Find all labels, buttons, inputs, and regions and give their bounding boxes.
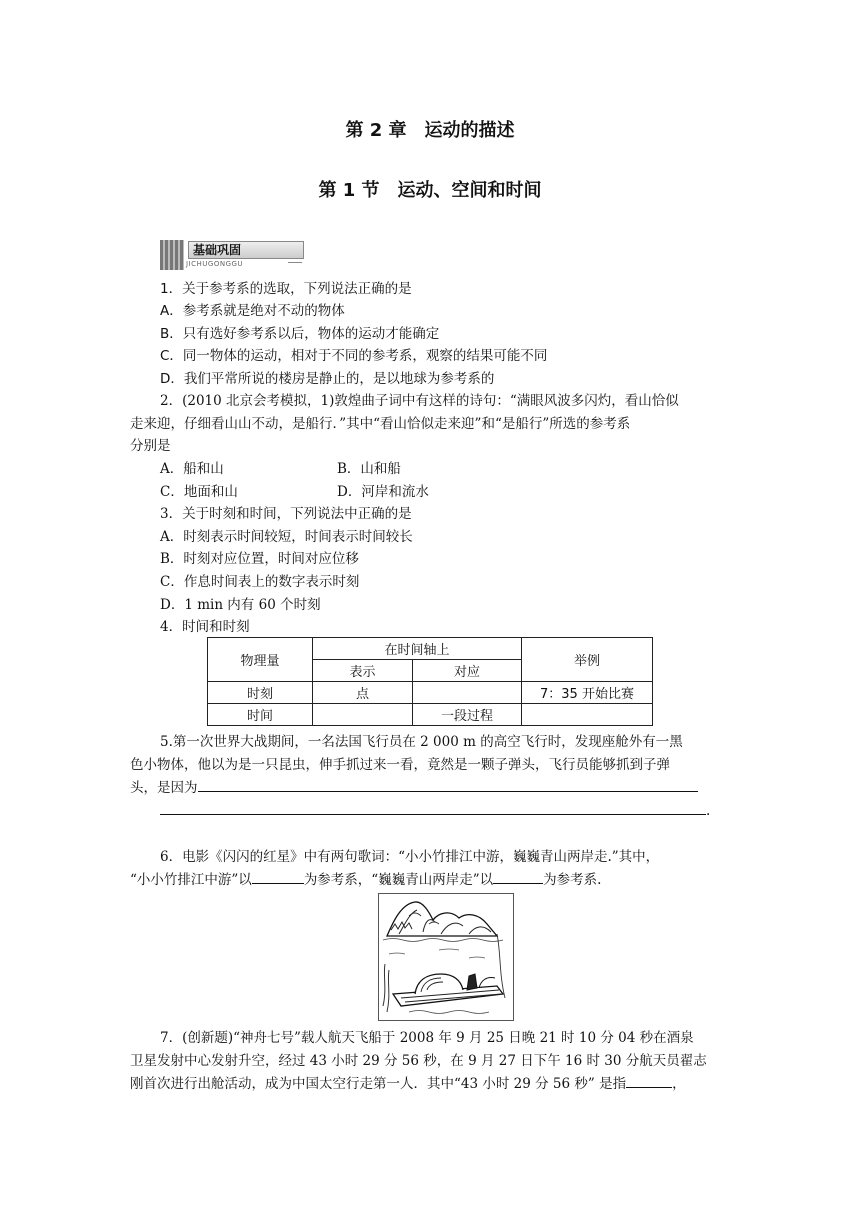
- section-badge: [160, 240, 304, 270]
- q2-option: D．河岸和流水: [337, 484, 429, 500]
- q2-line: 2．(2010 北京会考模拟，1)敦煌曲子词中有这样的诗句：“满眼风波多闪灼，看山恰似: [160, 393, 679, 409]
- q5-end: .: [706, 803, 711, 819]
- q7-line: 卫星发射中心发射升空，经过 43 小时 29 分 56 秒，在 9 月 27 日下午 16 时 30 分航天员翟志: [130, 1053, 707, 1069]
- q5-line: [160, 800, 710, 823]
- q3-option: B．时刻对应位置，时间对应位移: [160, 551, 359, 567]
- q2-option: A．船和山: [160, 461, 224, 477]
- table-cell: [522, 704, 653, 726]
- q7-text: 刚首次进行出舱活动，成为中国太空行走第一人．其中“43 小时 29 分 56 秒” 是指: [130, 1076, 627, 1092]
- table-header: 对应: [413, 660, 522, 682]
- table-header: 在时间轴上: [313, 638, 522, 660]
- answer-blank[interactable]: [160, 800, 706, 815]
- table-cell: [313, 704, 413, 726]
- q3-stem: 3．关于时刻和时间，下列说法中正确的是: [160, 506, 412, 522]
- answer-blank[interactable]: [198, 777, 698, 792]
- q1-option: C．同一物体的运动，相对于不同的参考系，观察的结果可能不同: [160, 348, 548, 364]
- table-header: 举例: [522, 638, 653, 682]
- q2-line: 走来迎，仔细看山山不动，是船行．”其中“看山恰似走来迎”和“是船行”所选的参考系: [130, 416, 631, 432]
- arrow-icon: [288, 262, 302, 263]
- table-cell: 时间: [208, 704, 313, 726]
- badge-bars-icon: [160, 240, 184, 270]
- section-title: 第 1 节 运动、空间和时间: [318, 180, 542, 201]
- q6-line: [130, 869, 601, 892]
- q1-option: B．只有选好参考系以后，物体的运动才能确定: [160, 326, 440, 342]
- q5-line: [130, 777, 698, 800]
- badge-label: 基础巩固: [188, 241, 304, 259]
- q3-option: A．时刻表示时间较短，时间表示时间较长: [160, 529, 413, 545]
- badge-sub: JICHUGONGGU: [186, 260, 244, 268]
- q3-option: C．作息时间表上的数字表示时刻: [160, 574, 360, 590]
- table-cell: 时刻: [208, 682, 313, 704]
- answer-blank[interactable]: [493, 869, 543, 884]
- q5-line3-text: 头，是因为: [130, 780, 198, 796]
- q7-text: ，: [672, 1076, 686, 1092]
- q2-option: B．山和船: [337, 461, 401, 477]
- q1-stem: 1．关于参考系的选取，下列说法正确的是: [160, 281, 412, 297]
- q5-line: 5.第一次世界大战期间，一名法国飞行员在 2 000 m 的高空飞行时，发现座舱外有一黑: [160, 734, 683, 750]
- answer-blank[interactable]: [252, 869, 304, 884]
- q3-option: D．1 min 内有 60 个时刻: [160, 597, 321, 613]
- q2-line: 分别是: [130, 438, 171, 454]
- table-cell: 7：35 开始比赛: [522, 682, 653, 704]
- q2-option: C．地面和山: [160, 484, 238, 500]
- q7-line: [130, 1073, 686, 1096]
- q6-line: 6．电影《闪闪的红星》中有两句歌词：“小小竹排江中游，巍巍青山两岸走.”其中，: [160, 849, 660, 865]
- q1-option: A．参考系就是绝对不动的物体: [160, 303, 345, 319]
- q6-text: 为参考系，“巍巍青山两岸走”以: [303, 872, 494, 888]
- table-header: 表示: [313, 660, 413, 682]
- time-table: [207, 637, 653, 726]
- table-header: 物理量: [208, 638, 313, 682]
- q7-line: 7．(创新题)“神舟七号”载人航天飞船于 2008 年 9 月 25 日晚 21 时 10 分 04 秒在酒泉: [160, 1030, 694, 1046]
- table-cell: 一段过程: [413, 704, 522, 726]
- table-row: [208, 704, 653, 726]
- q6-text: “小小竹排江中游”以: [130, 872, 252, 888]
- raft-illustration-icon: [379, 894, 513, 1020]
- raft-mountain-figure: [378, 893, 514, 1021]
- table-row: [208, 682, 653, 704]
- chapter-title: 第 2 章 运动的描述: [345, 120, 515, 141]
- q4-stem: 4．时间和时刻: [160, 619, 250, 635]
- table-cell: [413, 682, 522, 704]
- q6-text: 为参考系.: [543, 872, 602, 888]
- answer-blank[interactable]: [626, 1073, 672, 1088]
- table-cell: 点: [313, 682, 413, 704]
- q5-line: 色小物体，他以为是一只昆虫，伸手抓过来一看，竟然是一颗子弹头，飞行员能够抓到子弹: [130, 757, 670, 773]
- q1-option: D．我们平常所说的楼房是静止的，是以地球为参考系的: [160, 371, 495, 387]
